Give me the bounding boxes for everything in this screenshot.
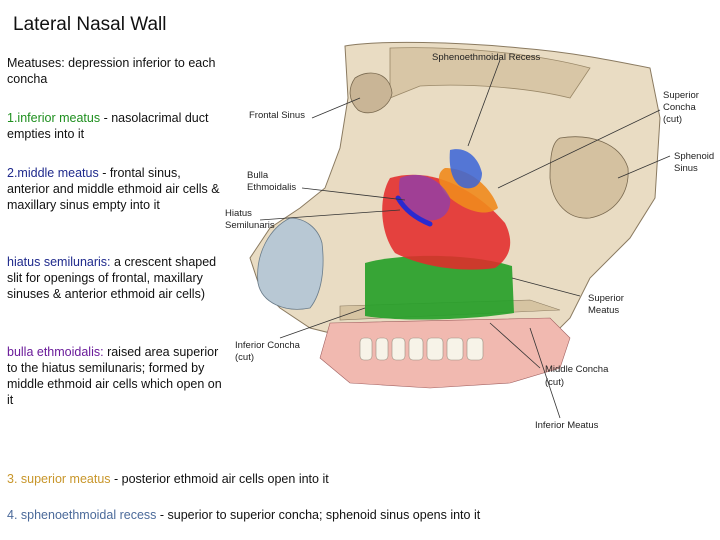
inferior-meatus-note [7, 110, 222, 142]
hiatus-semilunaris-note [7, 254, 222, 302]
label-frontal-sinus: Frontal Sinus [249, 110, 305, 121]
label-superior-meatus-line1: Superior [588, 293, 624, 304]
bulla-ethmoidalis-keyword: bulla ethmoidalis: [7, 345, 104, 359]
superior-meatus-keyword: 3. superior meatus [7, 472, 111, 486]
label-hiatus-line1: Hiatus [225, 208, 252, 219]
label-inferior-concha-line1: Inferior Concha [235, 340, 300, 351]
label-superior-concha-line3: (cut) [663, 114, 682, 125]
label-superior-meatus-line2: Meatus [588, 305, 620, 316]
oral-region [320, 318, 570, 388]
sphenoethmoidal-recess-text: - superior to superior concha; sphenoid sinus opens into it [156, 508, 481, 522]
sphenoethmoidal-recess-keyword: 4. sphenoethmoidal recess [7, 508, 157, 522]
label-bulla-line1: Bulla [247, 170, 269, 181]
label-hiatus-line2: Semilunaris [225, 220, 275, 231]
superior-meatus-note [7, 471, 329, 487]
lateral-nasal-wall-illustration [230, 38, 720, 438]
label-superior-concha-line2: Concha [663, 102, 696, 113]
middle-meatus-note [7, 165, 222, 213]
label-bulla-line2: Ethmoidalis [247, 182, 297, 193]
label-middle-concha-line1: Middle Concha [545, 364, 609, 375]
bulla-ethmoidalis-text: raised area superior to the hiatus semilunaris; formed by middle ethmoid air cells which open on it [7, 345, 222, 407]
inferior-meatus-keyword: 1.inferior meatus [7, 111, 101, 125]
label-superior-concha-line1: Superior [663, 90, 699, 101]
middle-meatus-keyword: 2.middle meatus [7, 166, 99, 180]
hiatus-semilunaris-keyword: hiatus semilunaris: [7, 255, 111, 269]
label-inferior-concha-line2: (cut) [235, 352, 254, 363]
meatuses-definition: Meatuses: depression inferior to each concha [7, 56, 216, 86]
sphenoethmoidal-recess-note [7, 507, 480, 523]
inferior-meatus-text: - nasolacrimal duct empties into it [7, 111, 209, 141]
middle-meatus-text: - frontal sinus, anterior and middle ethmoid air cells & maxillary sinus empty into it [7, 166, 220, 212]
label-sphenoid-line1: Sphenoid [674, 151, 715, 162]
label-sphenoid-line2: Sinus [674, 163, 698, 174]
label-sphenoethmoidal-recess: Sphenoethmoidal Recess [432, 52, 541, 63]
hiatus-semilunaris-text: a crescent shaped slit for openings of frontal, maxillary sinuses & anterior ethmoid air cells) [7, 255, 217, 301]
page-title: Lateral Nasal Wall [13, 14, 167, 35]
bulla-ethmoidalis-note [7, 344, 222, 408]
superior-meatus-text: - posterior ethmoid air cells open into it [110, 472, 329, 486]
label-middle-concha-line2: (cut) [545, 377, 564, 388]
label-inferior-meatus: Inferior Meatus [535, 420, 599, 431]
